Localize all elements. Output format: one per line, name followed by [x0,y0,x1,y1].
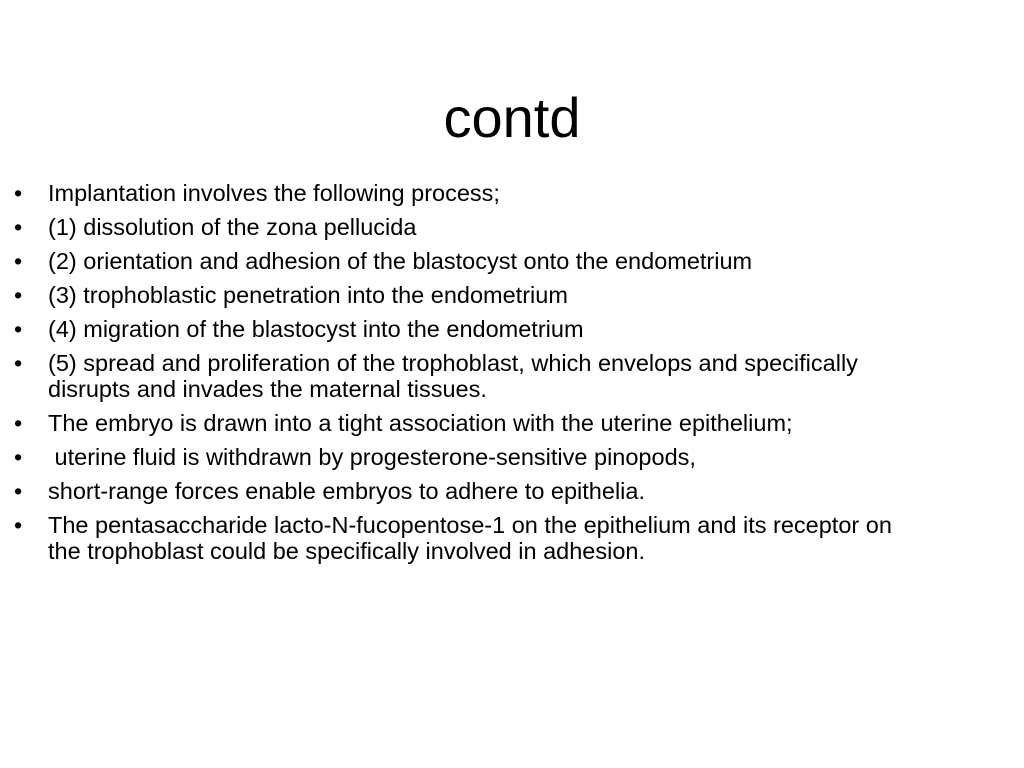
bullet-dot-icon: • [14,180,23,206]
bullet-text: The pentasaccharide lacto-N-fucopentose-1 on the epithelium and its receptor on the trophoblast could be specifically involved in adhesion. [48,512,892,564]
bullet-dot-icon: • [14,410,23,436]
bullet-text: (2) orientation and adhesion of the blastocyst onto the endometrium [48,248,753,274]
slide-title: contd [443,86,581,149]
bullet-item [14,512,914,564]
bullet-item [14,180,914,206]
bullet-item [14,282,914,308]
bullet-text: Implantation involves the following process; [48,180,500,206]
bullet-dot-icon: • [14,282,23,308]
bullet-text: The embryo is drawn into a tight association with the uterine epithelium; [48,410,793,436]
bullet-text: (5) spread and proliferation of the trophoblast, which envelops and specifically disrupts and invades the maternal tissues. [48,350,858,402]
bullet-item [14,350,914,402]
bullet-text: (3) trophoblastic penetration into the endometrium [48,282,568,308]
bullet-dot-icon: • [14,478,23,504]
bullet-dot-icon: • [14,512,23,538]
bullet-item [14,316,914,342]
bullet-item [14,248,914,274]
bullet-text: short-range forces enable embryos to adhere to epithelia. [48,478,645,504]
bullet-text: uterine fluid is withdrawn by progesterone-sensitive pinopods, [48,444,696,470]
bullet-item [14,214,914,240]
bullet-item [14,444,914,470]
bullet-dot-icon: • [14,444,23,470]
bullet-item [14,410,914,436]
bullet-item [14,478,914,504]
bullet-text: (1) dissolution of the zona pellucida [48,214,417,240]
bullet-list [14,180,914,572]
bullet-dot-icon: • [14,316,23,342]
bullet-dot-icon: • [14,248,23,274]
bullet-text: (4) migration of the blastocyst into the endometrium [48,316,584,342]
bullet-dot-icon: • [14,214,23,240]
bullet-dot-icon: • [14,350,23,376]
